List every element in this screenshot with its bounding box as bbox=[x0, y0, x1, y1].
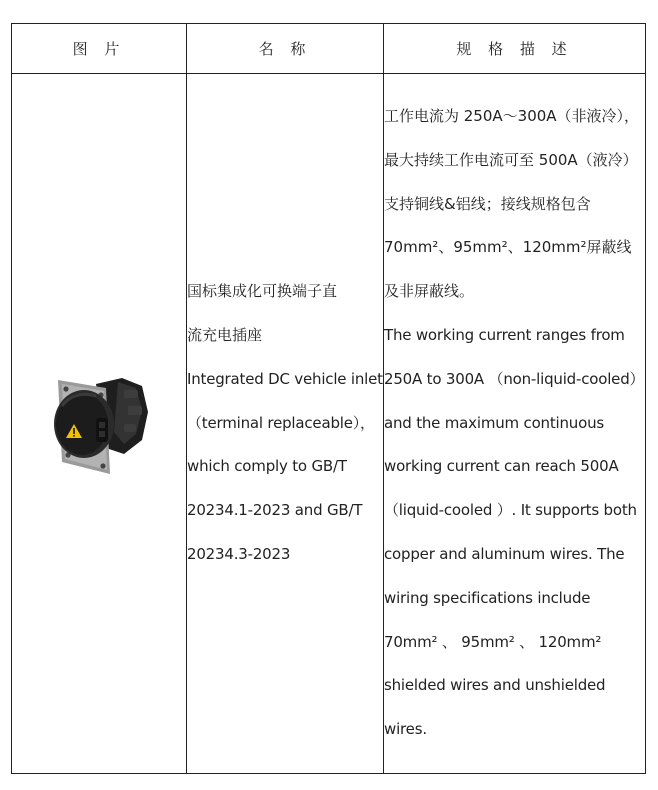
spec-description-en: The working current ranges from 250A to 300A （non-liquid-cooled） and the maximum continuous working current can reach 500A （liquid-cooled ）. It supports both copper and aluminum wires. The wiring specifications include 70mm² 、 95mm² 、 120mm² shielded wires and unshielded wires. bbox=[384, 326, 645, 739]
spec-cell bbox=[384, 74, 646, 774]
product-name bbox=[187, 270, 383, 577]
spec-description-zh: 工作电流为 250A～300A（非液冷），最大持续工作电流可至 500A（液冷）支持铜线&铝线；接线规格包含 70mm²、95mm²、120mm²屏蔽线及非屏蔽线。 bbox=[384, 107, 640, 301]
dc-vehicle-inlet-product-photo bbox=[44, 362, 154, 482]
product-row bbox=[12, 74, 646, 774]
spec-table bbox=[11, 23, 646, 774]
header-picture: 图 片 bbox=[12, 24, 187, 74]
name-cell bbox=[187, 74, 384, 774]
header-spec: 规 格 描 述 bbox=[384, 24, 646, 74]
header-name: 名 称 bbox=[187, 24, 384, 74]
header-row bbox=[12, 24, 646, 74]
product-name-en: Integrated DC vehicle inlet （terminal replaceable），which comply to GB/T 20234.1-2023 and GB/T 20234.3-2023 bbox=[187, 369, 383, 563]
image-cell bbox=[12, 74, 187, 774]
product-name-zh-line1: 国标集成化可换端子直 bbox=[187, 282, 338, 301]
product-name-zh-line2: 流充电插座 bbox=[187, 326, 263, 344]
spec-description bbox=[384, 95, 645, 752]
